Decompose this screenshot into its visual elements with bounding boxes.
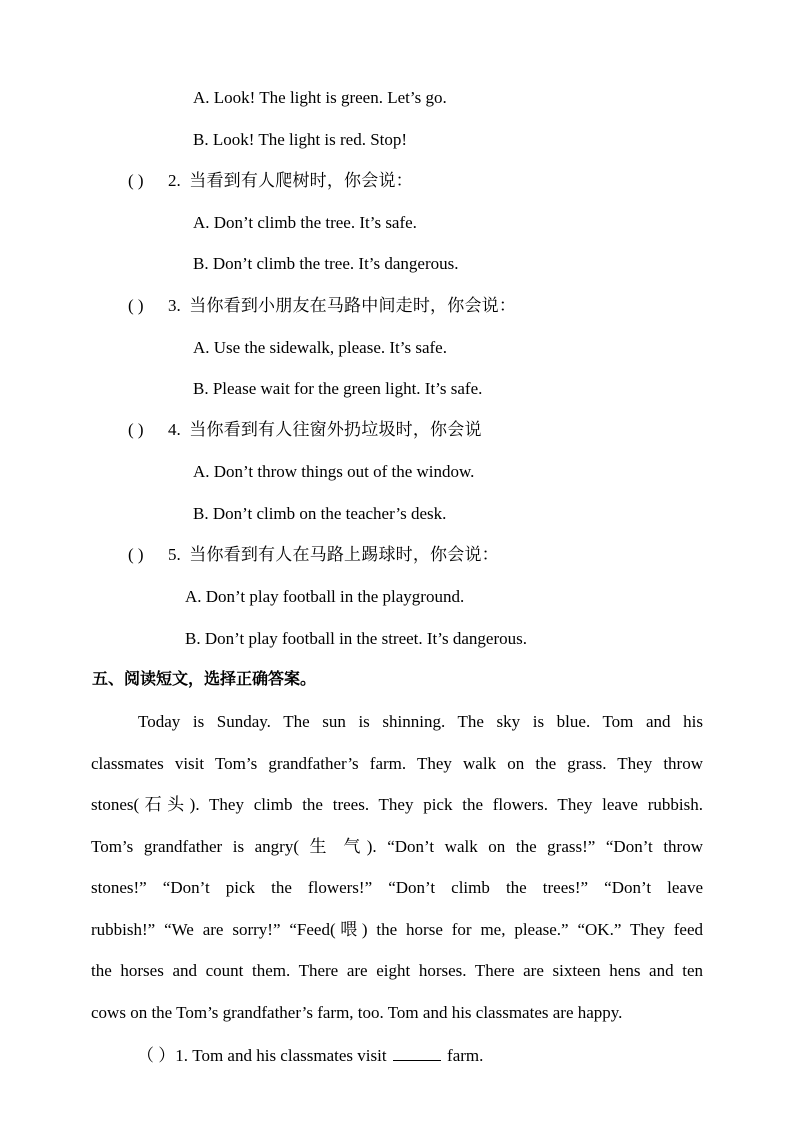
- fill-in-blank[interactable]: [393, 1046, 441, 1061]
- option-a-q5: A. Don’t play football in the playground.: [185, 587, 465, 606]
- question-number: 5.: [168, 545, 181, 564]
- reading-question-1: [137, 1046, 483, 1064]
- passage-line-4: Tom’s grandfather is angry( 生 气). “Don’t walk on the grass!” “Don’t throw: [91, 837, 703, 856]
- option-a-q4: A. Don’t throw things out of the window.: [193, 462, 475, 481]
- question-5: [128, 546, 499, 563]
- question-4: [128, 421, 482, 438]
- passage-line-6: rubbish!” “We are sorry!” “Feed(喂) the horse for me, please.” “OK.” They feed: [91, 920, 703, 939]
- option-a-q2: A. Don’t climb the tree. It’s safe.: [193, 213, 417, 232]
- answer-blank[interactable]: ( ): [128, 296, 144, 315]
- question-prompt: 当你看到小朋友在马路中间走时，你会说：: [189, 296, 517, 315]
- passage-line-5: stones!” “Don’t pick the flowers!” “Don’t climb the trees!” “Don’t leave: [91, 878, 703, 897]
- answer-blank[interactable]: ( ): [128, 545, 144, 564]
- question-prompt: 当你看到有人往窗外扔垃圾时，你会说: [189, 420, 482, 439]
- question-text-end: farm.: [447, 1046, 484, 1065]
- passage-line-7: the horses and count them. There are eight horses. There are sixteen hens and ten: [91, 961, 703, 980]
- passage-line-2: classmates visit Tom’s grandfather’s farm. They walk on the grass. They throw: [91, 754, 703, 773]
- question-3: [128, 297, 516, 314]
- option-b-q5: B. Don’t play football in the street. It’s dangerous.: [185, 629, 527, 648]
- question-2: [128, 172, 413, 189]
- option-b-q1: B. Look! The light is red. Stop!: [193, 130, 408, 149]
- question-number: 3.: [168, 296, 181, 315]
- option-b-q2: B. Don’t climb the tree. It’s dangerous.: [193, 254, 459, 273]
- passage-line-1: Today is Sunday. The sun is shinning. The sky is blue. Tom and his: [138, 712, 703, 731]
- question-text: 1. Tom and his classmates visit: [175, 1046, 387, 1065]
- question-prompt: 当看到有人爬树时，你会说：: [189, 171, 413, 190]
- option-b-q3: B. Please wait for the green light. It’s safe.: [193, 379, 483, 398]
- option-a-q1: A. Look! The light is green. Let’s go.: [193, 88, 447, 107]
- question-number: 4.: [168, 420, 181, 439]
- option-a-q3: A. Use the sidewalk, please. It’s safe.: [193, 338, 447, 357]
- question-prompt: 当你看到有人在马路上踢球时，你会说：: [189, 545, 499, 564]
- option-b-q4: B. Don’t climb on the teacher’s desk.: [193, 504, 447, 523]
- answer-blank[interactable]: ( ): [128, 420, 144, 439]
- section-heading: 五、阅读短文，选择正确答案。: [92, 669, 317, 688]
- question-number: 2.: [168, 171, 181, 190]
- answer-blank[interactable]: （ ）: [137, 1046, 176, 1065]
- passage-line-3: stones(石头). They climb the trees. They pick the flowers. They leave rubbish.: [91, 795, 703, 814]
- passage-line-8: cows on the Tom’s grandfather’s farm, too. Tom and his classmates are happy.: [91, 1003, 623, 1022]
- answer-blank[interactable]: ( ): [128, 171, 144, 190]
